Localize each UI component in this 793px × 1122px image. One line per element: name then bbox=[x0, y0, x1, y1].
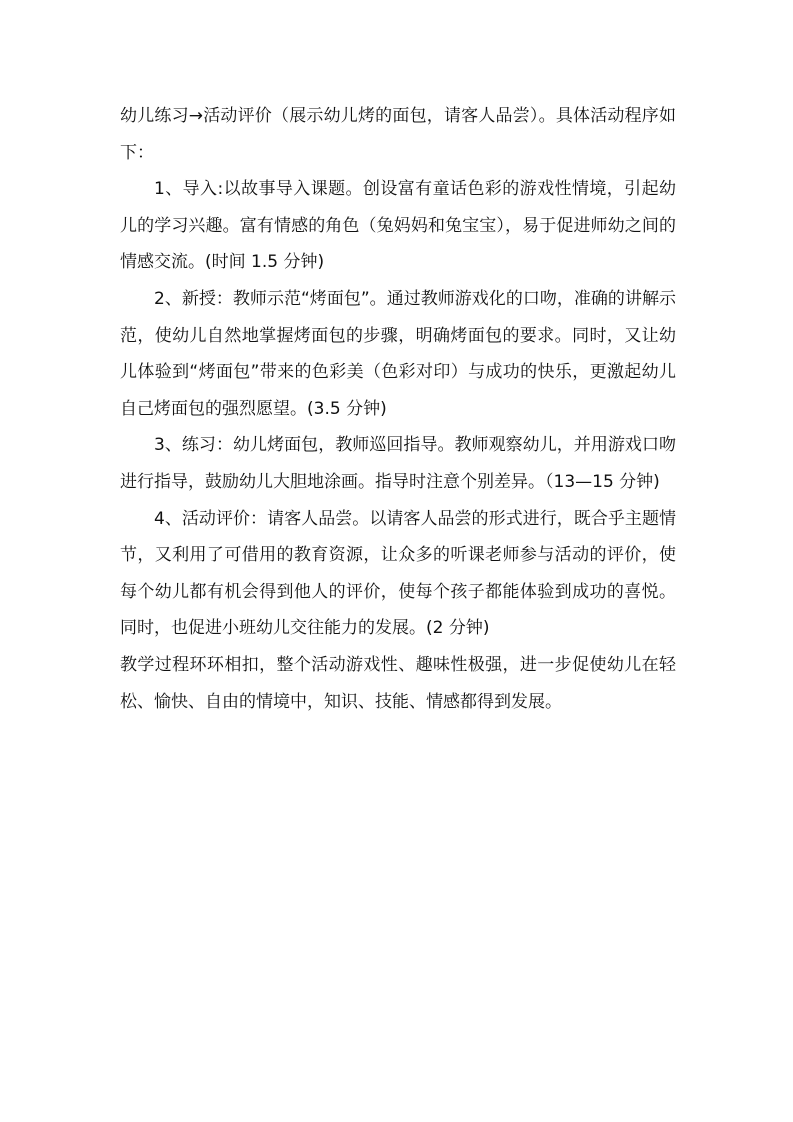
paragraph-step-4-evaluation: 4、活动评价：请客人品尝。以请客人品尝的形式进行，既合乎主题情节，又利用了可借用的教育资源，让众多的听课老师参与活动的评价，使每个幼儿都有机会得到他人的评价，使每个孩子都能体验到成功的喜悦。同时，也促进小班幼儿交往能力的发展。(2 分钟) bbox=[120, 508, 676, 639]
paragraph-step-3-practice: 3、练习：幼儿烤面包，教师巡回指导。教师观察幼儿，并用游戏口吻进行指导，鼓励幼儿大胆地涂画。指导时注意个别差异。（13—15 分钟) bbox=[120, 435, 676, 492]
paragraph-conclusion: 教学过程环环相扣，整个活动游戏性、趣味性极强，进一步促使幼儿在轻松、愉快、自由的情境中，知识、技能、情感都得到发展。 bbox=[120, 654, 676, 712]
document-body bbox=[120, 98, 676, 720]
paragraph-step-1-introduction: 1、导入:以故事导入课题。创设富有童话色彩的游戏性情境，引起幼儿的学习兴趣。富有情感的角色（兔妈妈和兔宝宝），易于促进师幼之间的情感交流。(时间 1.5 分钟) bbox=[120, 179, 676, 273]
paragraph-intro: 幼儿练习→活动评价（展示幼儿烤的面包，请客人品尝）。具体活动程序如下： bbox=[120, 106, 676, 163]
paragraph-step-2-new-lesson: 2、新授：教师示范“烤面包”。通过教师游戏化的口吻，准确的讲解示范，使幼儿自然地掌握烤面包的步骤，明确烤面包的要求。同时，又让幼儿体验到“烤面包”带来的色彩美（色彩对印）与成功的快乐，更激起幼儿自己烤面包的强烈愿望。(3.5 分钟) bbox=[120, 288, 676, 419]
